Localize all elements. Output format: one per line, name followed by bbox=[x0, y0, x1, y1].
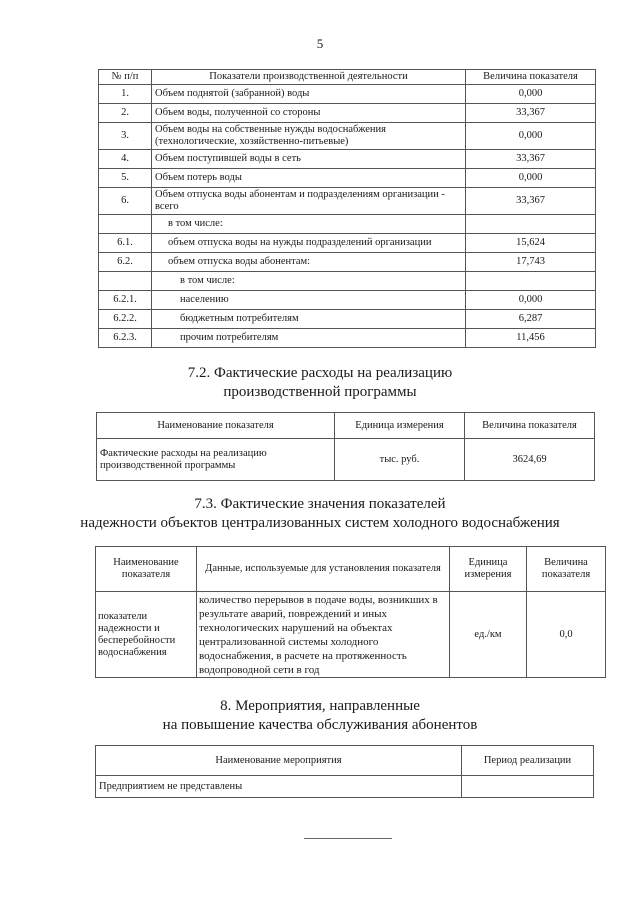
table-row bbox=[99, 85, 596, 104]
row-unit: тыс. руб. bbox=[335, 439, 465, 481]
table-row bbox=[99, 253, 596, 272]
row-number: 6. bbox=[99, 188, 152, 215]
reliability-indicators-table bbox=[95, 546, 606, 678]
row-label: Объем отпуска воды абонентам и подразделениям организации - всего bbox=[152, 188, 466, 215]
row-value: 6,287 bbox=[466, 310, 596, 329]
row-label: Объем воды на собственные нужды водоснабжения (технологические, хозяйственно-питьевые) bbox=[152, 123, 466, 150]
row-value: 15,624 bbox=[466, 234, 596, 253]
table-header-row bbox=[99, 70, 596, 85]
row-value: 0,000 bbox=[466, 291, 596, 310]
heading-line: надежности объектов централизованных систем холодного водоснабжения bbox=[80, 515, 560, 531]
row-label: Объем поднятой (забранной) воды bbox=[152, 85, 466, 104]
table-row bbox=[97, 439, 595, 481]
row-label: Объем поступившей воды в сеть bbox=[152, 150, 466, 169]
table-row bbox=[99, 310, 596, 329]
row-number: 6.2.2. bbox=[99, 310, 152, 329]
column-header-unit: Единица измерения bbox=[450, 547, 527, 592]
row-number bbox=[99, 215, 152, 234]
row-value: 3624,69 bbox=[465, 439, 595, 481]
row-value bbox=[466, 215, 596, 234]
column-header-activity: Наименование мероприятия bbox=[96, 746, 462, 776]
row-value: 17,743 bbox=[466, 253, 596, 272]
actual-expenses-table bbox=[96, 412, 595, 481]
column-header-unit: Единица измерения bbox=[335, 413, 465, 439]
row-label: Фактические расходы на реализацию производственной программы bbox=[97, 439, 335, 481]
heading-line: на повышение качества обслуживания абонентов bbox=[162, 717, 478, 733]
row-value: 33,367 bbox=[466, 150, 596, 169]
row-number: 3. bbox=[99, 123, 152, 150]
table-row bbox=[99, 272, 596, 291]
column-header-number: № п/п bbox=[99, 70, 152, 85]
heading-line: производственной программы bbox=[223, 384, 417, 400]
row-label: в том числе: bbox=[152, 215, 466, 234]
row-number: 6.1. bbox=[99, 234, 152, 253]
row-value: 0,000 bbox=[466, 123, 596, 150]
row-data: количество перерывов в подаче воды, возникших в результате аварий, повреждений и иных технологических нарушений на объектах централизованной системы холодного водоснабжения, в расчете на протяженность водопроводной сети в год bbox=[197, 592, 450, 678]
table-row bbox=[99, 188, 596, 215]
row-number bbox=[99, 272, 152, 291]
column-header-name: Наименование показателя bbox=[96, 547, 197, 592]
row-label: прочим потребителям bbox=[152, 329, 466, 348]
section-7-3-heading bbox=[0, 495, 640, 533]
row-label: населению bbox=[152, 291, 466, 310]
row-number: 4. bbox=[99, 150, 152, 169]
row-label: объем отпуска воды абонентам: bbox=[152, 253, 466, 272]
section-7-2-heading bbox=[0, 364, 640, 402]
row-value: 33,367 bbox=[466, 188, 596, 215]
table-row bbox=[99, 215, 596, 234]
row-number: 6.2. bbox=[99, 253, 152, 272]
service-quality-measures-table bbox=[95, 745, 594, 798]
table-row bbox=[99, 150, 596, 169]
table-row bbox=[99, 123, 596, 150]
table-header-row bbox=[96, 746, 594, 776]
row-number: 5. bbox=[99, 169, 152, 188]
column-header-data: Данные, используемые для установления показателя bbox=[197, 547, 450, 592]
heading-line: 7.2. Фактические расходы на реализацию bbox=[187, 365, 453, 381]
section-8-heading bbox=[0, 697, 640, 735]
column-header-period: Период реализации bbox=[462, 746, 594, 776]
heading-line: 7.3. Фактические значения показателей bbox=[194, 496, 446, 512]
row-period bbox=[462, 776, 594, 798]
row-value: 33,367 bbox=[466, 104, 596, 123]
row-activity: Предприятием не представлены bbox=[96, 776, 462, 798]
column-header-value: Величина показателя bbox=[527, 547, 606, 592]
table-row bbox=[99, 169, 596, 188]
row-value: 0,000 bbox=[466, 85, 596, 104]
row-unit: ед./км bbox=[450, 592, 527, 678]
column-header-indicator: Показатели производственной деятельности bbox=[152, 70, 466, 85]
column-header-name: Наименование показателя bbox=[97, 413, 335, 439]
column-header-value: Величина показателя bbox=[466, 70, 596, 85]
row-value: 0,0 bbox=[527, 592, 606, 678]
table-row bbox=[96, 592, 606, 678]
production-indicators-table bbox=[98, 69, 596, 348]
row-label: в том числе: bbox=[152, 272, 466, 291]
row-label: показатели надежности и бесперебойности водоснабжения bbox=[96, 592, 197, 678]
page-number: 5 bbox=[316, 36, 324, 51]
row-value: 0,000 bbox=[466, 169, 596, 188]
row-label: Объем воды, полученной со стороны bbox=[152, 104, 466, 123]
row-label: Объем потерь воды bbox=[152, 169, 466, 188]
row-number: 6.2.3. bbox=[99, 329, 152, 348]
table-header-row bbox=[97, 413, 595, 439]
row-number: 2. bbox=[99, 104, 152, 123]
table-header-row bbox=[96, 547, 606, 592]
row-label: объем отпуска воды на нужды подразделений организации bbox=[152, 234, 466, 253]
footer-divider bbox=[304, 838, 392, 839]
row-value bbox=[466, 272, 596, 291]
table-row bbox=[99, 291, 596, 310]
table-row bbox=[96, 776, 594, 798]
heading-line: 8. Мероприятия, направленные bbox=[220, 698, 420, 714]
row-number: 1. bbox=[99, 85, 152, 104]
table-row bbox=[99, 234, 596, 253]
table-row bbox=[99, 329, 596, 348]
row-value: 11,456 bbox=[466, 329, 596, 348]
table-row bbox=[99, 104, 596, 123]
column-header-value: Величина показателя bbox=[465, 413, 595, 439]
row-number: 6.2.1. bbox=[99, 291, 152, 310]
row-label: бюджетным потребителям bbox=[152, 310, 466, 329]
